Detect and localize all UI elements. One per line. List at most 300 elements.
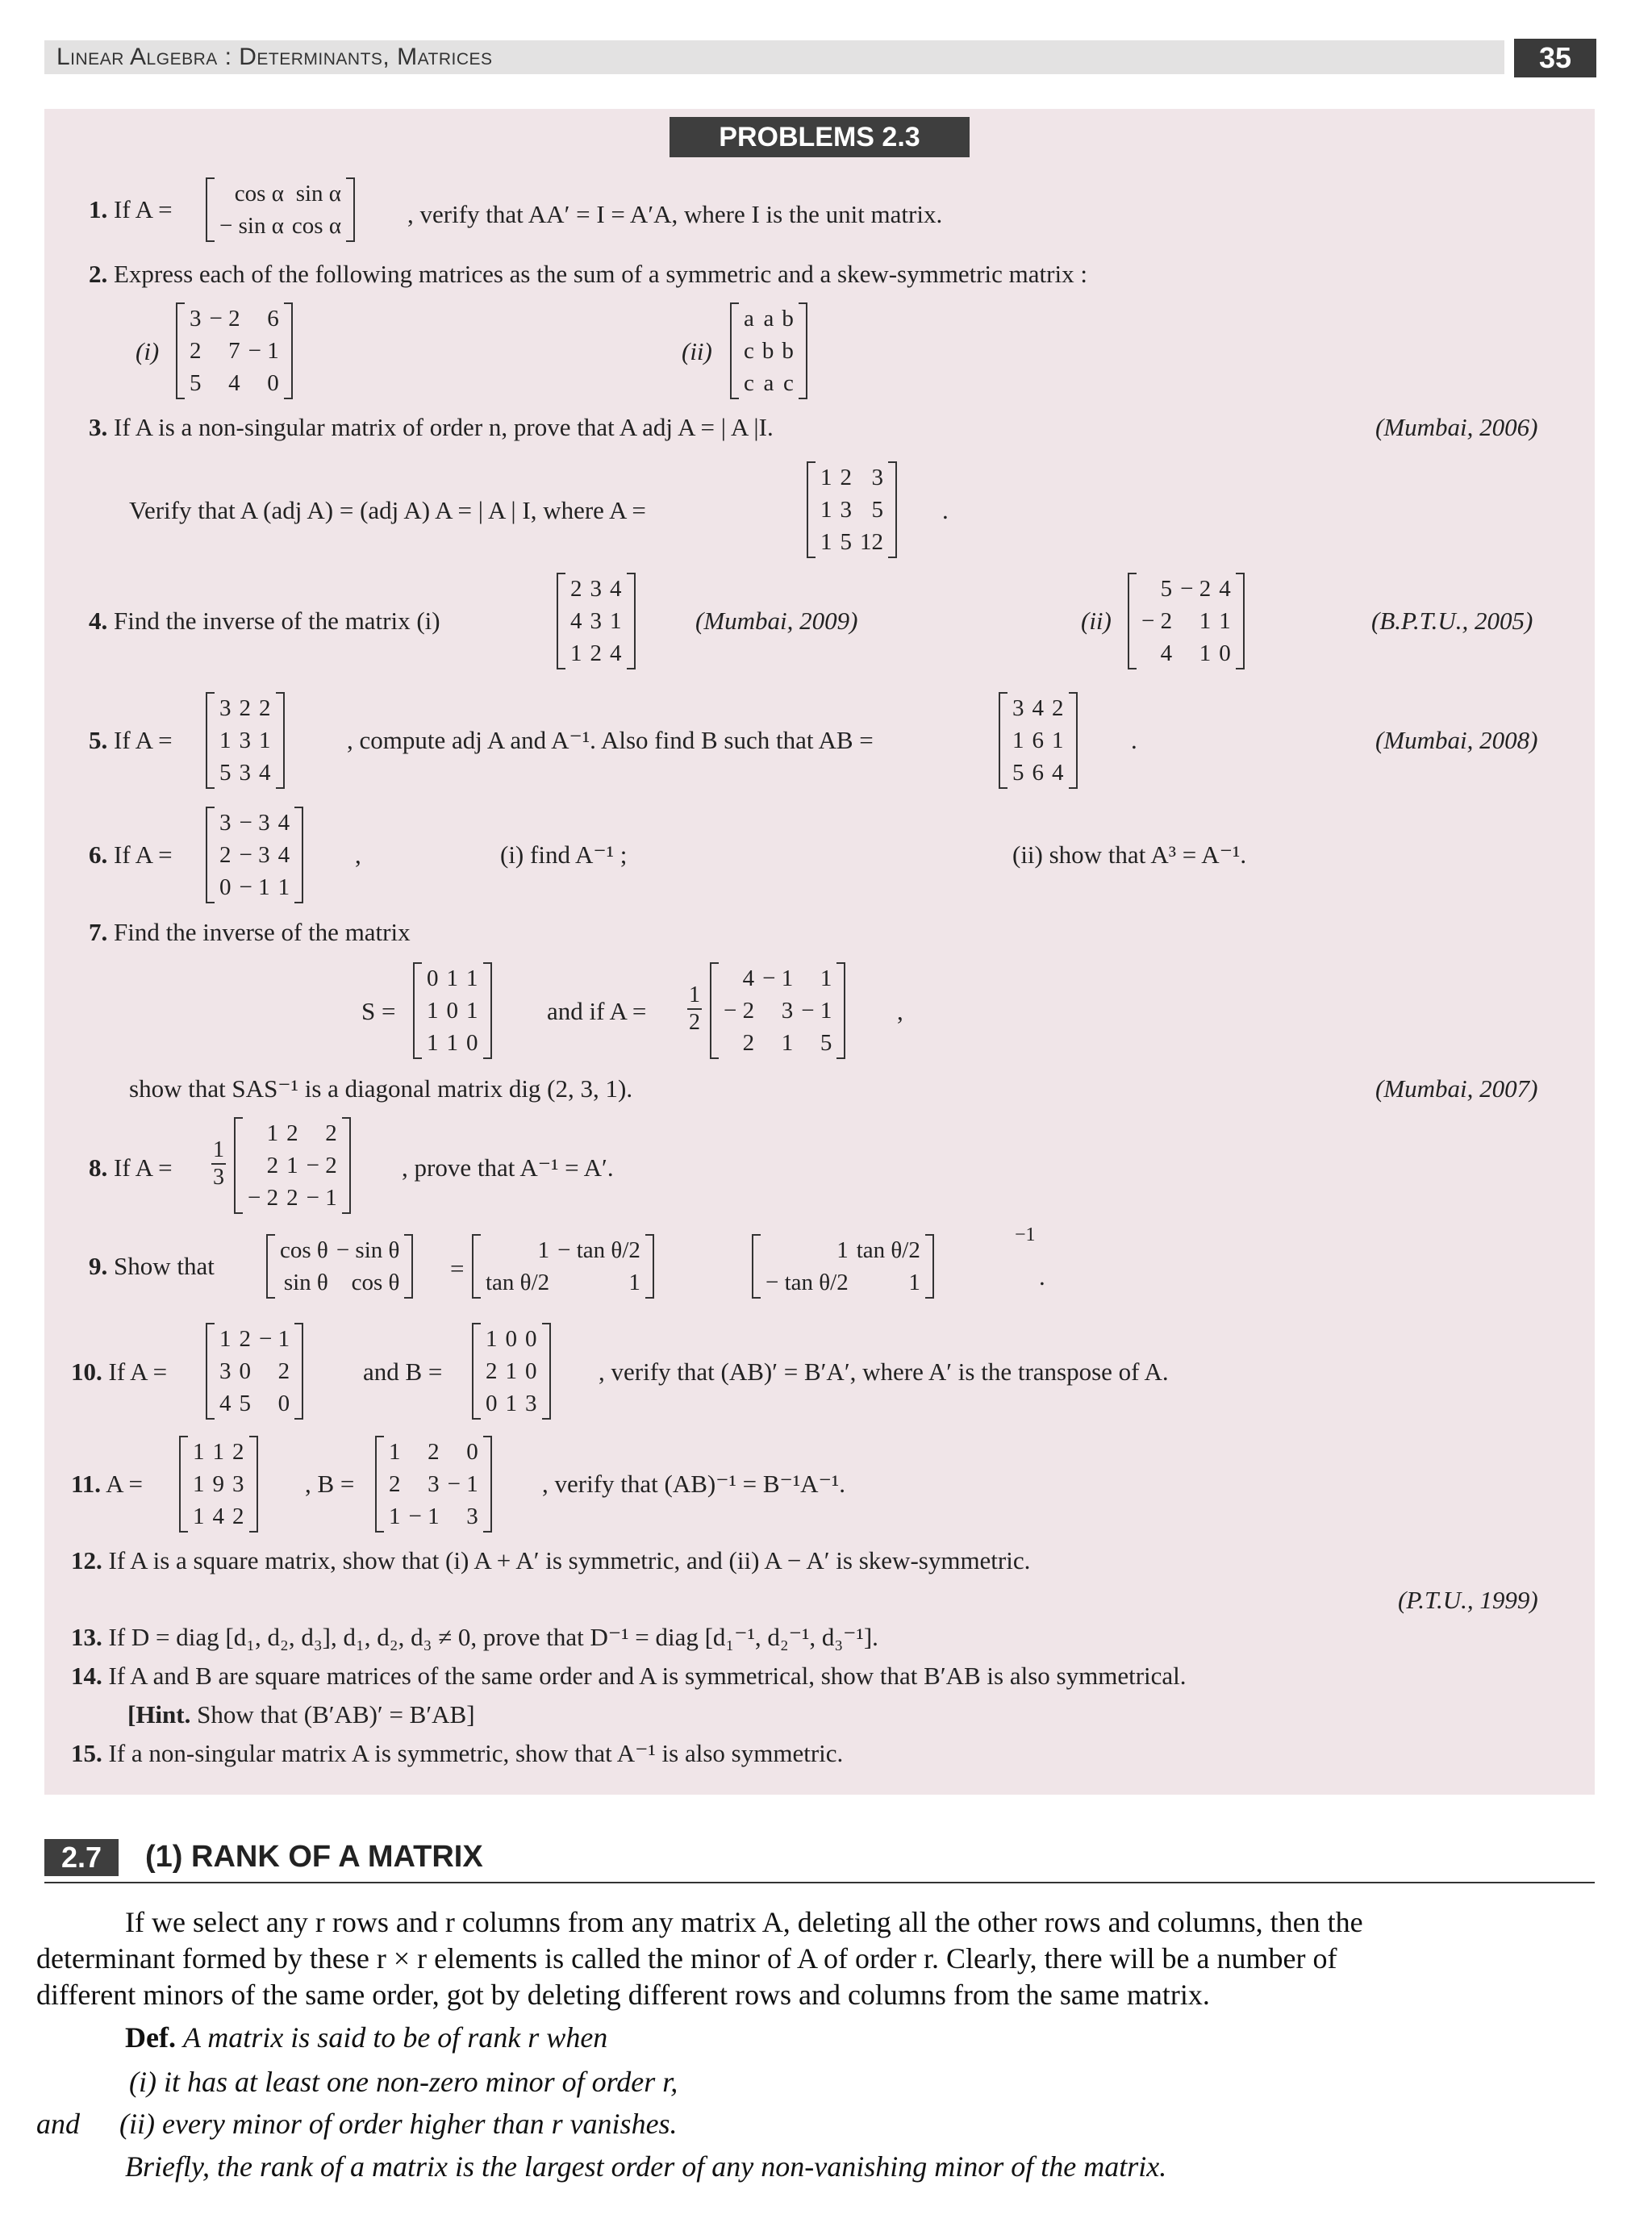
matrix-p5a <box>206 692 285 789</box>
matrix-cell: cos α <box>234 181 284 206</box>
matrix-row <box>189 1436 248 1468</box>
condition-ii: (ii) every minor of order higher than r vanishes. <box>119 2108 678 2140</box>
matrix-row <box>740 367 798 399</box>
matrix-cell: − 1 <box>306 1185 337 1211</box>
matrix-cell: 1 <box>570 640 582 666</box>
matrix-cell: 4 <box>277 842 290 868</box>
bracket-right <box>1236 573 1245 669</box>
matrix-row <box>482 1266 645 1299</box>
bracket-right <box>645 1234 654 1299</box>
matrix-p4i <box>557 573 636 669</box>
matrix-cell: 1 <box>610 608 622 634</box>
bracket-left <box>179 1436 188 1533</box>
bracket-right <box>627 573 636 669</box>
definition <box>125 2021 607 2054</box>
problem-7: 7. Find the inverse of the matrix <box>89 918 411 946</box>
matrix-cell: 2 <box>239 695 251 721</box>
matrix-cell: 1 <box>820 465 832 490</box>
matrix-cell: 3 <box>525 1391 537 1416</box>
bracket-left <box>472 1323 481 1420</box>
matrix-row <box>215 757 275 789</box>
matrix-cell: 1 <box>820 497 832 523</box>
bracket-left <box>730 302 739 399</box>
matrix-cell: 5 <box>820 1030 832 1056</box>
matrix-cell: 1 <box>266 1120 279 1146</box>
label-2i: (i) <box>136 337 160 365</box>
matrix-p9b <box>472 1234 654 1299</box>
matrix-cell: − 1 <box>801 998 832 1024</box>
matrix-cell: 2 <box>428 1439 440 1465</box>
matrix-cell: − 1 <box>259 1326 290 1352</box>
problem-13: 13. If D = diag [d₁, d₂, d₃], d₁, d₂, d₃ ≠ 0, prove that D⁻¹ = diag [d₁⁻¹, d₂⁻¹, d₃⁻¹]. <box>71 1623 878 1651</box>
period-p5: . <box>1131 726 1137 754</box>
matrix-row <box>215 692 275 724</box>
matrix-row <box>186 367 283 399</box>
matrix-row <box>385 1500 482 1533</box>
matrix-row <box>482 1387 541 1420</box>
matrix-cell: 4 <box>1160 640 1173 666</box>
matrix-cell: c <box>783 370 794 396</box>
def-text: A matrix is said to be of rank r when <box>182 2021 608 2054</box>
matrix-cell: 3 <box>190 306 202 332</box>
matrix-p5b <box>999 692 1078 789</box>
matrix-cell: 0 <box>277 1391 290 1416</box>
matrix-cell: − 2 <box>1141 608 1173 634</box>
matrix-cell: 3 <box>840 497 852 523</box>
and-word: and <box>36 2108 80 2140</box>
matrix-cell: 4 <box>212 1503 224 1529</box>
problems-title: PROBLEMS 2.3 <box>670 117 970 157</box>
bracket-right <box>888 461 897 558</box>
matrix-row <box>1137 637 1235 669</box>
problem-2: 2. Express each of the following matrices as the sum of a symmetric and a skew-symmetric matrix : <box>89 260 1087 288</box>
matrix-cell: − 2 <box>724 998 755 1024</box>
matrix-p8 <box>234 1117 351 1214</box>
matrix-cell: 2 <box>266 1153 279 1178</box>
matrix-cell: 1 <box>219 1326 232 1352</box>
matrix-cell: 4 <box>610 576 622 602</box>
problem-1-text: , verify that AA′ = I = A′A, where I is the unit matrix. <box>407 200 943 228</box>
matrix-cell: 0 <box>239 1358 251 1384</box>
matrix-cell: 1 <box>908 1270 920 1295</box>
matrix-row <box>1008 692 1068 724</box>
matrix-cell: 1 <box>537 1237 550 1263</box>
problem-1: 1. If A = <box>89 195 173 223</box>
fraction-half: $\frac{1}{2}$ <box>689 982 700 1035</box>
matrix-cell: 1 <box>277 874 290 900</box>
matrix-cell: 7 <box>228 338 240 364</box>
matrix-row <box>720 1027 836 1059</box>
problem-10-text: , verify that (AB)′ = B′A′, where A′ is the transpose of A. <box>599 1357 1169 1386</box>
matrix-cell: 1 <box>427 998 439 1024</box>
matrix-cell: 0 <box>466 1439 478 1465</box>
matrix-p10a <box>206 1323 303 1420</box>
problem-11: 11. A = <box>71 1470 144 1498</box>
matrix-row <box>566 573 626 605</box>
matrix-cell: − tan θ/2 <box>766 1270 849 1295</box>
matrix-row <box>1137 605 1235 637</box>
matrix-cell: 1 <box>286 1153 298 1178</box>
matrix-cell: 3 <box>219 695 232 721</box>
matrix-cell: cos α <box>291 213 342 239</box>
problem-6-part-i: (i) find A⁻¹ ; <box>500 840 628 869</box>
matrix-cell: − 1 <box>248 338 279 364</box>
label-4ii: (ii) <box>1081 607 1112 635</box>
bracket-left <box>206 692 215 789</box>
matrix-cell: 5 <box>219 760 232 786</box>
matrix-cell: 0 <box>486 1391 498 1416</box>
ref-p3: (Mumbai, 2006) <box>1375 413 1538 441</box>
matrix-cell: 2 <box>219 842 232 868</box>
matrix-row <box>482 1355 541 1387</box>
matrix-cell: − 2 <box>248 1185 279 1211</box>
bracket-left <box>413 962 422 1059</box>
bracket-right <box>404 1234 413 1299</box>
bracket-left <box>206 177 215 242</box>
matrix-cell: a <box>744 306 754 332</box>
matrix-cell: − 2 <box>1180 576 1212 602</box>
matrix-cell: 4 <box>1219 576 1231 602</box>
matrix-cell: 5 <box>239 1391 251 1416</box>
period-p9: . <box>1039 1262 1045 1291</box>
matrix-p9a <box>266 1234 413 1299</box>
section-badge: 2.7 <box>44 1839 119 1876</box>
matrix-cell: 1 <box>389 1439 401 1465</box>
problem-11-text: , verify that (AB)⁻¹ = B⁻¹A⁻¹. <box>542 1470 845 1498</box>
problem-9: 9. Show that <box>89 1252 215 1280</box>
matrix-cell: c <box>744 338 754 364</box>
fraction-third: $\frac{1}{3}$ <box>213 1137 224 1190</box>
matrix-cell: 1 <box>1219 608 1231 634</box>
bracket-right <box>346 177 355 242</box>
bracket-left <box>234 1117 243 1214</box>
matrix-cell: 2 <box>1052 695 1064 721</box>
matrix-cell: 3 <box>466 1503 478 1529</box>
matrix-cell: 0 <box>267 370 279 396</box>
matrix-cell: − 1 <box>762 965 794 991</box>
equals-p9: = <box>450 1254 465 1282</box>
matrix-cell: 5 <box>871 497 883 523</box>
matrix-row <box>215 1387 294 1420</box>
matrix-cell: 4 <box>570 608 582 634</box>
problem-14-hint: [Hint. Show that (B′AB)′ = B′AB] <box>127 1700 475 1729</box>
problem-7-andif: and if A = <box>547 997 647 1025</box>
bracket-right <box>249 1436 258 1533</box>
matrix-cell: 4 <box>1052 760 1064 786</box>
matrix-cell: 6 <box>1032 728 1044 753</box>
matrix-p1 <box>206 177 355 242</box>
matrix-row <box>189 1468 248 1500</box>
problem-12: 12. If A is a square matrix, show that (i) A + A′ is symmetric, and (ii) A − A′ is skew-symmetric. <box>71 1546 1031 1574</box>
bracket-right <box>925 1234 934 1299</box>
problem-10-andb: and B = <box>363 1357 443 1386</box>
matrix-cell: 2 <box>232 1503 244 1529</box>
matrix-cell: sin α <box>295 181 342 206</box>
problem-15: 15. If a non-singular matrix A is symmetric, show that A⁻¹ is also symmetric. <box>71 1739 844 1767</box>
matrix-row <box>385 1468 482 1500</box>
matrix-p6 <box>206 807 303 903</box>
matrix-row <box>761 1234 924 1266</box>
matrix-p7a <box>710 962 845 1059</box>
matrix-cell: − 3 <box>239 810 270 836</box>
matrix-row <box>761 1266 924 1299</box>
matrix-cell: sin θ <box>283 1270 328 1295</box>
ref-p12: (P.T.U., 1999) <box>1398 1586 1538 1614</box>
matrix-cell: 4 <box>277 810 290 836</box>
comma-p6: , <box>355 840 361 869</box>
matrix-cell: 1 <box>193 1503 205 1529</box>
matrix-cell: − sin θ <box>336 1237 400 1263</box>
matrix-cell: 1 <box>427 1030 439 1056</box>
bracket-right <box>284 302 293 399</box>
matrix-cell: 0 <box>1219 640 1231 666</box>
problem-5: 5. If A = <box>89 726 173 754</box>
bracket-left <box>375 1436 384 1533</box>
matrix-cell: 1 <box>505 1391 517 1416</box>
ref-p7: (Mumbai, 2007) <box>1375 1074 1538 1103</box>
matrix-cell: 5 <box>190 370 202 396</box>
matrix-cell: 2 <box>325 1120 337 1146</box>
period-p3: . <box>942 496 949 524</box>
matrix-row <box>215 871 294 903</box>
bracket-left <box>752 1234 761 1299</box>
matrix-cell: 0 <box>525 1358 537 1384</box>
label-2ii: (ii) <box>682 337 712 365</box>
bracket-right <box>294 807 303 903</box>
comma-p7: , <box>897 997 903 1025</box>
matrix-p4ii <box>1128 573 1245 669</box>
matrix-row <box>740 335 798 367</box>
matrix-row <box>215 1323 294 1355</box>
matrix-cell: 5 <box>1160 576 1173 602</box>
matrix-p11b <box>375 1436 492 1533</box>
matrix-cell: 2 <box>259 695 271 721</box>
bracket-right <box>799 302 807 399</box>
matrix-cell: 1 <box>446 1030 458 1056</box>
bracket-right <box>836 962 845 1059</box>
matrix-cell: b <box>782 338 794 364</box>
matrix-cell: 0 <box>427 965 439 991</box>
page-number: 35 <box>1514 39 1596 77</box>
matrix-row <box>385 1436 482 1468</box>
matrix-cell: 1 <box>389 1503 401 1529</box>
matrix-cell: − 1 <box>447 1471 478 1497</box>
matrix-cell: 9 <box>212 1471 224 1497</box>
para-line-1: If we select any r rows and r columns from any matrix A, deleting all the other rows and columns, then the <box>125 1906 1363 1938</box>
matrix-cell: a <box>763 306 774 332</box>
matrix-cell: 3 <box>219 1358 232 1384</box>
matrix-cell: 0 <box>219 874 232 900</box>
matrix-cell: 2 <box>486 1358 498 1384</box>
bracket-right <box>483 962 492 1059</box>
bracket-right <box>342 1117 351 1214</box>
problem-10: 10. If A = <box>71 1357 168 1386</box>
matrix-cell: − 1 <box>239 874 270 900</box>
matrix-cell: 1 <box>836 1237 849 1263</box>
problem-3: 3. If A is a non-singular matrix of order n, prove that A adj A = | A |I. <box>89 413 774 441</box>
matrix-row <box>276 1266 403 1299</box>
matrix-row <box>482 1323 541 1355</box>
problem-8: 8. If A = <box>89 1153 173 1182</box>
matrix-row <box>215 210 345 242</box>
matrix-row <box>740 302 798 335</box>
matrix-row <box>189 1500 248 1533</box>
ref-p4-ii: (B.P.T.U., 2005) <box>1371 607 1533 635</box>
matrix-cell: − sin α <box>219 213 284 239</box>
matrix-cell: 3 <box>871 465 883 490</box>
matrix-cell: 1 <box>505 1358 517 1384</box>
problem-4: 4. Find the inverse of the matrix (i) <box>89 607 440 635</box>
matrix-cell: 1 <box>820 529 832 555</box>
matrix-cell: − 1 <box>408 1503 440 1529</box>
matrix-row <box>1008 757 1068 789</box>
matrix-cell: tan θ/2 <box>486 1270 550 1295</box>
matrix-cell: 0 <box>525 1326 537 1352</box>
matrix-cell: 0 <box>466 1030 478 1056</box>
matrix-cell: 1 <box>259 728 271 753</box>
matrix-cell: 1 <box>193 1471 205 1497</box>
matrix-row <box>186 335 283 367</box>
matrix-cell: 3 <box>239 728 251 753</box>
matrix-cell: 1 <box>446 965 458 991</box>
matrix-cell: 1 <box>193 1439 205 1465</box>
bracket-left <box>557 573 565 669</box>
exponent-p9: −1 <box>1015 1224 1036 1245</box>
matrix-cell: 6 <box>267 306 279 332</box>
problem-8-text: , prove that A⁻¹ = A′. <box>402 1153 614 1182</box>
problem-6: 6. If A = <box>89 840 173 869</box>
problem-6-part-ii: (ii) show that A³ = A⁻¹. <box>1012 840 1247 869</box>
ref-p5: (Mumbai, 2008) <box>1375 726 1538 754</box>
matrix-cell: 2 <box>239 1326 251 1352</box>
matrix-cell: 4 <box>219 1391 232 1416</box>
bracket-left <box>472 1234 481 1299</box>
matrix-cell: 2 <box>286 1120 298 1146</box>
matrix-row <box>816 461 887 494</box>
matrix-row <box>215 839 294 871</box>
problem-14: 14. If A and B are square matrices of the same order and A is symmetrical, show that B′AB is also symmetrical. <box>71 1662 1187 1690</box>
matrix-cell: 3 <box>239 760 251 786</box>
matrix-row <box>186 302 283 335</box>
matrix-row <box>215 724 275 757</box>
matrix-cell: 1 <box>466 998 478 1024</box>
matrix-row <box>423 962 482 995</box>
matrix-row <box>482 1234 645 1266</box>
matrix-cell: 0 <box>446 998 458 1024</box>
matrix-cell: 2 <box>277 1358 290 1384</box>
matrix-cell: 1 <box>781 1030 794 1056</box>
matrix-cell: tan θ/2 <box>856 1237 920 1263</box>
matrix-cell: 3 <box>781 998 794 1024</box>
matrix-cell: 1 <box>219 728 232 753</box>
condition-i: (i) it has at least one non-zero minor of order r, <box>129 2066 678 2098</box>
bracket-right <box>294 1323 303 1420</box>
matrix-cell: 1 <box>212 1439 224 1465</box>
matrix-row <box>244 1182 341 1214</box>
para-line-2: determinant formed by these r × r elements is called the minor of A of order r. Clearly, there will be a number of <box>36 1942 1337 1975</box>
matrix-cell: − 2 <box>306 1153 337 1178</box>
matrix-cell: 3 <box>1012 695 1024 721</box>
matrix-cell: − 3 <box>239 842 270 868</box>
matrix-p2i <box>176 302 293 399</box>
section-rule <box>44 1882 1595 1883</box>
matrix-row <box>244 1117 341 1149</box>
problem-7-s: S = <box>361 997 396 1025</box>
matrix-p10b <box>472 1323 551 1420</box>
briefly: Briefly, the rank of a matrix is the largest order of any non-vanishing minor of the matrix. <box>125 2150 1167 2183</box>
matrix-cell: 3 <box>590 608 602 634</box>
matrix-row <box>566 637 626 669</box>
matrix-cell: 2 <box>570 576 582 602</box>
matrix-cell: 1 <box>466 965 478 991</box>
matrix-cell: 1 <box>628 1270 640 1295</box>
running-header: Linear Algebra : Determinants, Matrices <box>56 44 493 70</box>
bracket-left <box>266 1234 275 1299</box>
problem-3-verify: Verify that A (adj A) = (adj A) A = | A | I, where A = <box>129 496 646 524</box>
matrix-cell: c <box>744 370 754 396</box>
matrix-cell: 0 <box>505 1326 517 1352</box>
problem-5-text: , compute adj A and A⁻¹. Also find B such that AB = <box>347 726 874 754</box>
matrix-row <box>215 177 345 210</box>
problem-7-show: show that SAS⁻¹ is a diagonal matrix dig (2, 3, 1). <box>129 1074 633 1103</box>
bracket-right <box>276 692 285 789</box>
matrix-row <box>276 1234 403 1266</box>
bracket-left <box>1128 573 1137 669</box>
matrix-cell: 12 <box>860 529 883 555</box>
matrix-cell: 4 <box>259 760 271 786</box>
matrix-row <box>423 1027 482 1059</box>
bracket-left <box>206 1323 215 1420</box>
def-label: Def. <box>125 2021 176 2054</box>
matrix-row <box>720 962 836 995</box>
matrix-row <box>816 526 887 558</box>
matrix-cell: 4 <box>228 370 240 396</box>
bracket-right <box>483 1436 492 1533</box>
matrix-cell: 1 <box>820 965 832 991</box>
matrix-cell: 2 <box>742 1030 755 1056</box>
matrix-cell: b <box>761 338 774 364</box>
matrix-cell: b <box>782 306 794 332</box>
matrix-cell: cos θ <box>351 1270 400 1295</box>
matrix-cell: 1 <box>1012 728 1024 753</box>
matrix-cell: 1 <box>1199 640 1212 666</box>
matrix-cell: 2 <box>190 338 202 364</box>
matrix-cell: 2 <box>590 640 602 666</box>
bracket-right <box>1069 692 1078 789</box>
para-line-3: different minors of the same order, got by deleting different rows and columns from the same matrix. <box>36 1979 1210 2011</box>
matrix-cell: 4 <box>610 640 622 666</box>
matrix-row <box>1137 573 1235 605</box>
matrix-cell: 1 <box>1052 728 1064 753</box>
matrix-cell: 4 <box>742 965 755 991</box>
matrix-row <box>720 995 836 1027</box>
problem-11-b: , B = <box>305 1470 355 1498</box>
matrix-cell: a <box>763 370 774 396</box>
matrix-p7s <box>413 962 492 1059</box>
bracket-right <box>542 1323 551 1420</box>
matrix-cell: − tan θ/2 <box>557 1237 640 1263</box>
matrix-cell: − 2 <box>209 306 240 332</box>
matrix-p9c <box>752 1234 934 1299</box>
matrix-p2ii <box>730 302 807 399</box>
matrix-row <box>244 1149 341 1182</box>
matrix-cell: 1 <box>486 1326 498 1352</box>
ref-p4-i: (Mumbai, 2009) <box>695 607 858 635</box>
matrix-cell: 5 <box>1012 760 1024 786</box>
matrix-row <box>423 995 482 1027</box>
matrix-p3 <box>807 461 897 558</box>
matrix-row <box>816 494 887 526</box>
